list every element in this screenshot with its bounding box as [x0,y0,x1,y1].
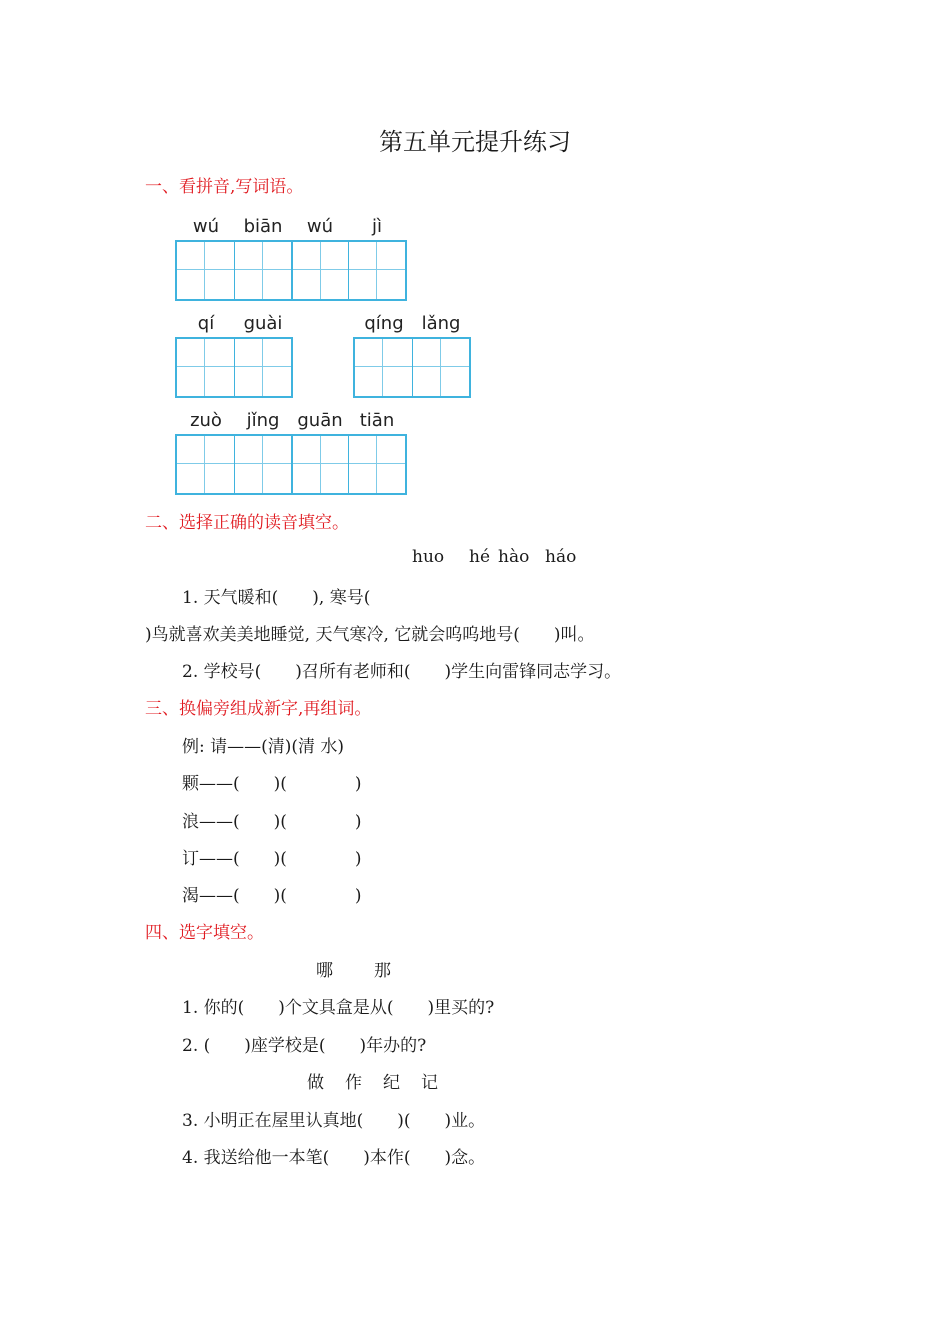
pinyin-label: qí [197,313,215,334]
writing-grid[interactable] [175,434,407,495]
option-text: 记 [421,1073,438,1093]
page-title: 第五单元提升练习 [379,128,571,156]
pinyin-label: wú [306,216,334,237]
section-4-heading: 四、选字填空。 [145,923,264,943]
section-2-heading: 二、选择正确的读音填空。 [145,513,349,533]
section-1-heading: 一、看拼音,写词语。 [145,177,304,197]
option-text: 纪 [383,1073,400,1093]
writing-cell[interactable] [177,242,234,299]
pinyin-label: biān [243,216,283,237]
option-text: 那 [374,961,391,981]
example-line: 例: 请——(清)(清 水) [182,737,345,757]
writing-cell[interactable] [177,436,234,493]
writing-cell[interactable] [234,436,291,493]
question-line: )鸟就喜欢美美地睡觉, 天气寒冷, 它就会呜呜地号( )叫。 [145,625,595,645]
pinyin-label: jì [371,216,382,237]
question-line: 1. 天气暖和( ), 寒号( [182,588,371,608]
pinyin-label: qíng [364,313,404,334]
question-line: 2. ( )座学校是( )年办的? [182,1036,427,1056]
question-line: 浪——( )( ) [182,812,362,832]
option-text: 作 [345,1073,362,1093]
writing-grid[interactable] [175,337,293,398]
question-line: 订——( )( ) [182,849,362,869]
pronunciation-options [412,547,576,567]
option-text: hé [469,547,491,567]
pinyin-label: jǐng [246,410,280,431]
writing-grid[interactable] [175,240,407,301]
option-text: háo [545,547,577,567]
question-line: 3. 小明正在屋里认真地( )( )业。 [182,1111,486,1131]
writing-cell[interactable] [355,339,412,396]
character-options [307,1068,438,1093]
pinyin-label: guài [243,313,283,334]
writing-cell[interactable] [234,242,291,299]
question-line: 1. 你的( )个文具盒是从( )里买的? [182,998,495,1018]
writing-cell[interactable] [177,339,234,396]
writing-cell[interactable] [291,242,348,299]
writing-cell[interactable] [348,436,405,493]
writing-cell[interactable] [234,339,291,396]
pinyin-label: tiān [359,410,395,431]
option-text: hào [498,547,530,567]
pinyin-label: lǎng [421,313,461,334]
character-options [316,956,391,981]
question-line: 4. 我送给他一本笔( )本作( )念。 [182,1148,486,1168]
option-text: 哪 [316,961,333,981]
question-line: 渴——( )( ) [182,886,362,906]
option-text: 做 [307,1073,324,1093]
writing-cell[interactable] [291,436,348,493]
writing-grid[interactable] [353,337,471,398]
pinyin-label: zuò [190,410,222,431]
pinyin-label: guān [297,410,343,431]
section-3-heading: 三、换偏旁组成新字,再组词。 [145,699,372,719]
writing-cell[interactable] [412,339,469,396]
question-line: 2. 学校号( )召所有老师和( )学生向雷锋同志学习。 [182,662,622,682]
pinyin-label: wú [192,216,220,237]
question-line: 颗——( )( ) [182,774,362,794]
writing-cell[interactable] [348,242,405,299]
option-text: huo [412,547,445,567]
